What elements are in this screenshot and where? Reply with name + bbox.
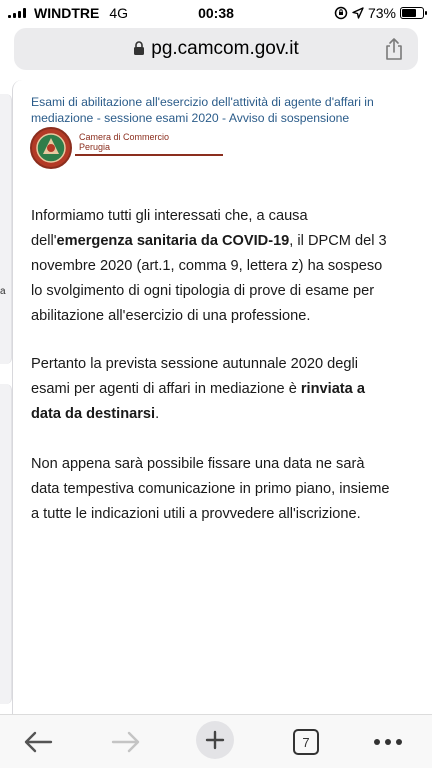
paragraph-3: Non appena sarà possibile fissare una data ne sarà data tempestiva comunicazione in primo piano, insieme a tutte le indicazioni utili a provvedere all'iscrizione. — [31, 456, 390, 522]
logo-rule — [75, 154, 223, 156]
para1-text-b: , il DPCM del 3 novembre 2020 (art.1, comma 9, lettera z) ha sospeso lo svolgimento di ogni tipologia di prove di esame per abilitazione all'esercizio di una professione. — [31, 233, 387, 324]
network-type: 4G — [109, 5, 129, 21]
paragraph-2 — [31, 352, 393, 427]
battery-icon — [400, 7, 424, 19]
side-letter: a — [0, 286, 6, 297]
paragraph-1 — [31, 204, 393, 329]
camera-di-commercio-logo[interactable] — [29, 126, 229, 170]
tabs-button[interactable] — [291, 725, 321, 759]
more-dots-icon — [374, 739, 402, 745]
status-indicators — [334, 5, 424, 21]
side-panel — [0, 94, 12, 704]
forward-arrow-icon — [111, 731, 141, 753]
seal-icon — [29, 126, 73, 170]
plus-icon — [196, 721, 234, 759]
para1-bold: emergenza sanitaria da COVID-19 — [56, 233, 290, 249]
para2-bold: rinviata a data da destinarsi — [31, 381, 365, 422]
status-bar — [0, 0, 432, 26]
para2-text-b: . — [155, 406, 160, 422]
logo-text — [79, 132, 169, 152]
share-icon[interactable] — [384, 37, 404, 61]
back-button[interactable] — [18, 725, 58, 759]
url-text: pg.camcom.gov.it — [151, 38, 299, 59]
clock: 00:38 — [198, 5, 234, 21]
logo-line-1: Camera di Commercio — [79, 132, 170, 142]
side-card[interactable] — [0, 94, 12, 364]
side-card[interactable] — [0, 384, 12, 704]
logo-line-2: Perugia — [79, 142, 111, 152]
new-tab-button[interactable] — [195, 723, 235, 757]
tabs-count: 7 — [293, 729, 319, 755]
url-display[interactable] — [14, 38, 418, 60]
back-arrow-icon — [23, 731, 53, 753]
content-panel — [12, 80, 432, 714]
more-menu-button[interactable] — [370, 725, 406, 759]
para1-text-a: Informiamo tutti gli interessati che, a causa dell' — [31, 208, 308, 249]
location-arrow-icon — [352, 7, 364, 19]
forward-button[interactable] — [106, 725, 146, 759]
lock-icon — [133, 41, 145, 55]
para2-text-a: Pertanto la prevista sessione autunnale 2020 degli esami per agenti di affari in mediazione è — [31, 356, 358, 397]
breadcrumb[interactable]: Esami di abilitazione all'esercizio dell'attività di agente d'affari in mediazione - sessione esami 2020 - Avviso di sospensione — [31, 95, 374, 125]
web-page — [0, 80, 432, 714]
rotation-lock-icon — [334, 6, 348, 20]
address-bar[interactable] — [14, 28, 418, 70]
carrier-name: WINDTRE — [34, 5, 100, 21]
battery-percent: 73% — [367, 5, 396, 21]
browser-toolbar — [0, 714, 432, 768]
